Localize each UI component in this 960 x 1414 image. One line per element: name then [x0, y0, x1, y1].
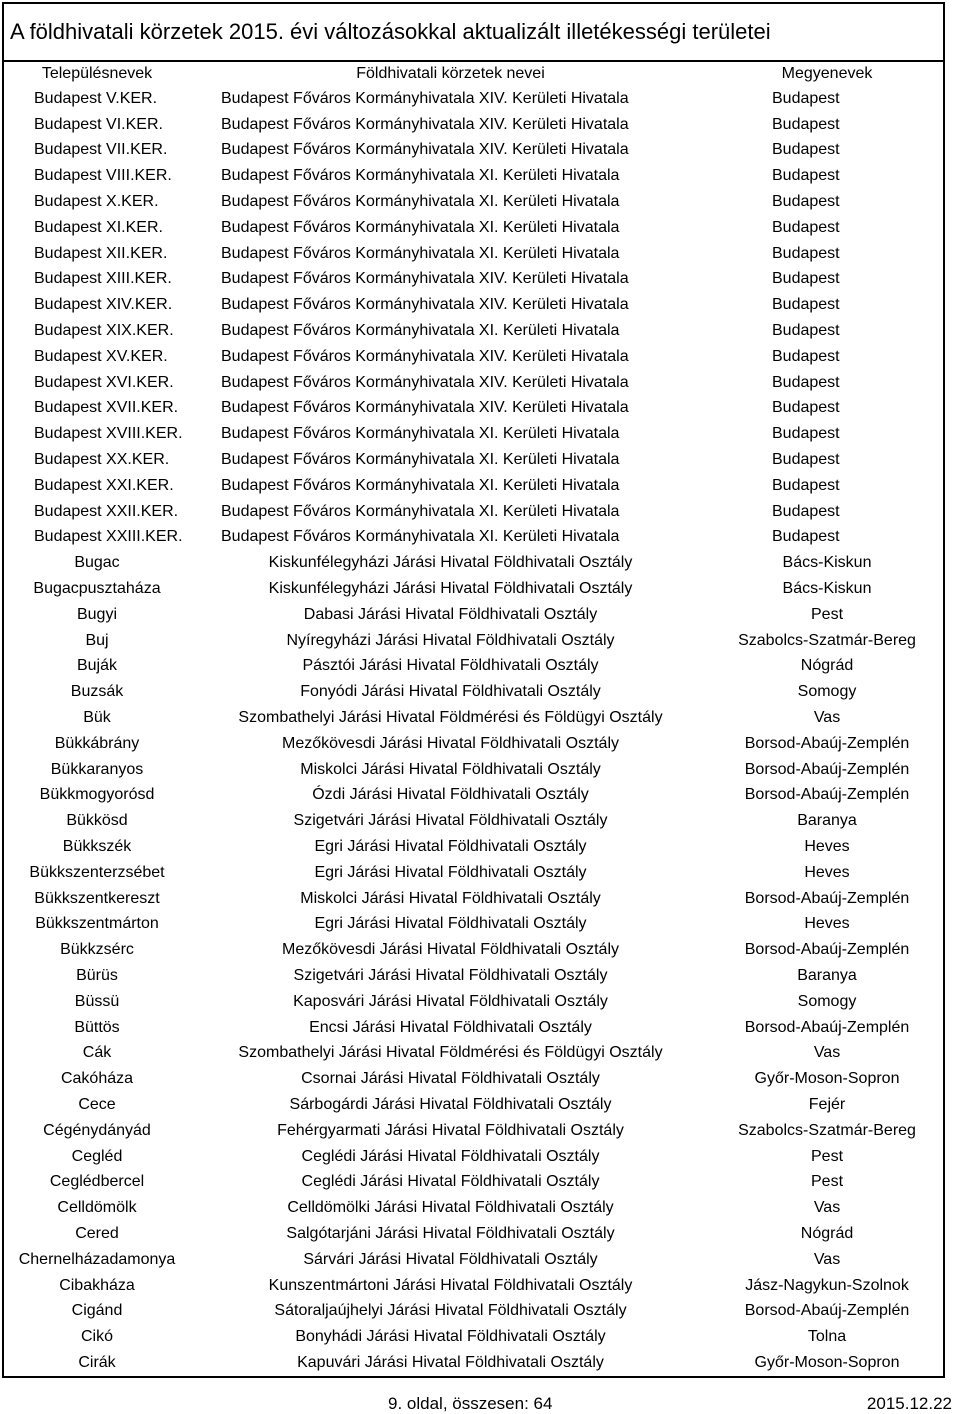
table-row — [3, 1324, 944, 1350]
table-row — [3, 267, 944, 293]
settlement-cell: Cigánd — [3, 1298, 190, 1324]
settlement-cell: Budapest VIII.KER. — [3, 163, 190, 189]
office-cell: Sárvári Járási Hivatal Földhivatali Osztály — [303, 1250, 598, 1268]
county-cell: Vas — [711, 1247, 944, 1273]
settlement-cell: Budapest VI.KER. — [3, 112, 190, 138]
document-title: A földhivatali körzetek 2015. évi változásokkal aktualizált illetékességi területei — [3, 3, 944, 61]
settlement-cell: Budapest XVI.KER. — [3, 370, 190, 396]
table-row — [3, 215, 944, 241]
header-office: Földhivatali körzetek nevei — [190, 61, 711, 86]
table-row — [3, 241, 944, 267]
table-row — [3, 1118, 944, 1144]
table-row — [3, 525, 944, 551]
county-cell: Budapest — [711, 473, 944, 499]
table-row — [3, 447, 944, 473]
settlement-cell: Budapest VII.KER. — [3, 138, 190, 164]
page-number: 9. oldal, összesen: 64 — [388, 1394, 553, 1413]
settlement-cell: Buzsák — [3, 679, 190, 705]
office-cell: Mezőkövesdi Járási Hivatal Földhivatali Osztály — [281, 941, 619, 959]
table-row — [3, 860, 944, 886]
settlement-cell: Bükkaranyos — [3, 757, 190, 783]
settlement-cell: Bükkszenterzsébet — [3, 860, 190, 886]
county-cell: Győr-Moson-Sopron — [711, 1066, 944, 1092]
table-row — [3, 396, 944, 422]
county-cell: Bács-Kiskun — [711, 550, 944, 576]
county-cell: Győr-Moson-Sopron — [711, 1350, 944, 1377]
office-cell: Kiskunfélegyházi Járási Hivatal Földhivatali Osztály — [268, 554, 633, 572]
office-cell: Budapest Főváros Kormányhivatala XI. Kerületi Hivatala — [221, 322, 620, 340]
county-cell: Pest — [711, 602, 944, 628]
office-cell: Nyíregyházi Járási Hivatal Földhivatali Osztály — [286, 631, 615, 649]
office-cell: Egri Járási Hivatal Földhivatali Osztály — [314, 915, 587, 933]
settlement-cell: Celldömölk — [3, 1195, 190, 1221]
settlement-cell: Budapest XVII.KER. — [3, 396, 190, 422]
settlement-cell: Bugac — [3, 550, 190, 576]
table-row — [3, 731, 944, 757]
table-row — [3, 808, 944, 834]
settlement-cell: Bükkszék — [3, 834, 190, 860]
table-row — [3, 783, 944, 809]
county-cell: Borsod-Abaúj-Zemplén — [711, 937, 944, 963]
settlement-cell: Bugyi — [3, 602, 190, 628]
county-cell: Pest — [711, 1144, 944, 1170]
settlement-cell: Cégénydányád — [3, 1118, 190, 1144]
settlement-cell: Büttös — [3, 1015, 190, 1041]
settlement-cell: Bükkábrány — [3, 731, 190, 757]
table-row — [3, 705, 944, 731]
settlement-cell: Bugacpusztaháza — [3, 576, 190, 602]
county-cell: Somogy — [711, 989, 944, 1015]
settlement-cell: Cered — [3, 1221, 190, 1247]
table-row — [3, 1144, 944, 1170]
county-cell: Budapest — [711, 447, 944, 473]
header-county: Megyenevek — [711, 61, 944, 86]
table-row — [3, 654, 944, 680]
office-cell: Budapest Főváros Kormányhivatala XIV. Kerületi Hivatala — [221, 347, 629, 365]
settlement-cell: Buj — [3, 628, 190, 654]
office-cell: Kaposvári Járási Hivatal Földhivatali Osztály — [293, 992, 608, 1010]
office-cell: Ceglédi Járási Hivatal Földhivatali Osztály — [301, 1173, 600, 1191]
settlement-cell: Budapest V.KER. — [3, 86, 190, 112]
county-cell: Baranya — [711, 963, 944, 989]
table-row — [3, 344, 944, 370]
office-cell: Sárbogárdi Járási Hivatal Földhivatali Osztály — [289, 1095, 612, 1113]
settlement-cell: Bükkzsérc — [3, 937, 190, 963]
table-row — [3, 86, 944, 112]
office-cell: Kunszentmártoni Járási Hivatal Földhivatali Osztály — [268, 1276, 633, 1294]
county-cell: Heves — [711, 834, 944, 860]
settlement-cell: Bürüs — [3, 963, 190, 989]
table-row — [3, 1195, 944, 1221]
table-row — [3, 912, 944, 938]
office-cell: Dabasi Járási Hivatal Földhivatali Osztály — [303, 605, 598, 623]
office-cell: Miskolci Járási Hivatal Földhivatali Osztály — [300, 760, 601, 778]
settlement-cell: Budapest XVIII.KER. — [3, 421, 190, 447]
county-cell: Nógrád — [711, 1221, 944, 1247]
settlement-cell: Budapest XIII.KER. — [3, 267, 190, 293]
county-cell: Budapest — [711, 344, 944, 370]
table-row — [3, 421, 944, 447]
settlement-cell: Budapest XXII.KER. — [3, 499, 190, 525]
table-row — [3, 1040, 944, 1066]
settlement-cell: Bükkösd — [3, 808, 190, 834]
county-cell: Jász-Nagykun-Szolnok — [711, 1273, 944, 1299]
settlement-cell: Budapest XIX.KER. — [3, 318, 190, 344]
office-cell: Budapest Főváros Kormányhivatala XIV. Kerületi Hivatala — [221, 115, 629, 133]
settlement-cell: Cirák — [3, 1350, 190, 1377]
county-cell: Szabolcs-Szatmár-Bereg — [711, 1118, 944, 1144]
settlement-cell: Bükkmogyorósd — [3, 783, 190, 809]
county-cell: Budapest — [711, 525, 944, 551]
table-row — [3, 834, 944, 860]
document-date: 2015.12.22 — [866, 1394, 952, 1413]
table-row — [3, 963, 944, 989]
office-cell: Budapest Főváros Kormányhivatala XI. Kerületi Hivatala — [221, 193, 620, 211]
county-cell: Borsod-Abaúj-Zemplén — [711, 757, 944, 783]
office-cell: Fehérgyarmati Járási Hivatal Földhivatali Osztály — [277, 1121, 624, 1139]
county-cell: Vas — [711, 1040, 944, 1066]
settlement-cell: Buják — [3, 654, 190, 680]
county-cell: Somogy — [711, 679, 944, 705]
office-cell: Kapuvári Járási Hivatal Földhivatali Osztály — [190, 1350, 711, 1377]
county-cell: Pest — [711, 1169, 944, 1195]
county-cell: Bács-Kiskun — [711, 576, 944, 602]
table-row — [3, 292, 944, 318]
county-cell: Budapest — [711, 292, 944, 318]
county-cell: Budapest — [711, 163, 944, 189]
county-cell: Fejér — [711, 1092, 944, 1118]
table-row — [3, 576, 944, 602]
table-row — [3, 112, 944, 138]
county-cell: Budapest — [711, 112, 944, 138]
office-cell: Budapest Főváros Kormányhivatala XIV. Kerületi Hivatala — [221, 89, 629, 107]
settlement-cell: Budapest XII.KER. — [3, 241, 190, 267]
office-cell: Bonyhádi Járási Hivatal Földhivatali Osztály — [295, 1328, 606, 1346]
county-cell: Borsod-Abaúj-Zemplén — [711, 783, 944, 809]
county-cell: Tolna — [711, 1324, 944, 1350]
county-cell: Budapest — [711, 267, 944, 293]
header-row — [3, 61, 944, 86]
office-cell: Szombathelyi Járási Hivatal Földmérési és Földügyi Osztály — [238, 1044, 663, 1062]
office-cell: Budapest Főváros Kormányhivatala XI. Kerületi Hivatala — [221, 425, 620, 443]
table-row — [3, 679, 944, 705]
county-cell: Heves — [711, 860, 944, 886]
settlement-cell: Budapest XI.KER. — [3, 215, 190, 241]
office-cell: Salgótarjáni Járási Hivatal Földhivatali Osztály — [286, 1224, 615, 1242]
table-row — [3, 318, 944, 344]
table-row — [3, 628, 944, 654]
table-row — [3, 370, 944, 396]
header-settlement: Településnevek — [3, 61, 190, 86]
office-cell: Budapest Főváros Kormányhivatala XI. Kerületi Hivatala — [221, 167, 620, 185]
office-cell: Budapest Főváros Kormányhivatala XI. Kerületi Hivatala — [221, 218, 620, 236]
office-cell: Budapest Főváros Kormányhivatala XIV. Kerületi Hivatala — [221, 296, 629, 314]
title-row — [3, 3, 944, 61]
office-cell: Miskolci Járási Hivatal Földhivatali Osztály — [300, 889, 601, 907]
table-row — [3, 499, 944, 525]
settlement-cell: Bükkszentmárton — [3, 912, 190, 938]
office-cell: Budapest Főváros Kormányhivatala XIV. Kerületi Hivatala — [221, 373, 629, 391]
settlement-cell: Budapest XXI.KER. — [3, 473, 190, 499]
county-cell: Budapest — [711, 86, 944, 112]
settlement-cell: Budapest XIV.KER. — [3, 292, 190, 318]
county-cell: Budapest — [711, 138, 944, 164]
settlement-cell: Cakóháza — [3, 1066, 190, 1092]
office-cell: Szombathelyi Járási Hivatal Földmérési és Földügyi Osztály — [238, 709, 663, 727]
office-cell: Budapest Főváros Kormányhivatala XIV. Kerületi Hivatala — [221, 270, 629, 288]
office-cell: Ceglédi Járási Hivatal Földhivatali Osztály — [301, 1147, 600, 1165]
county-cell: Budapest — [711, 499, 944, 525]
table-row — [3, 1221, 944, 1247]
office-cell: Budapest Főváros Kormányhivatala XI. Kerületi Hivatala — [221, 502, 620, 520]
county-cell: Budapest — [711, 318, 944, 344]
table-row — [3, 1015, 944, 1041]
settlement-cell: Budapest XV.KER. — [3, 344, 190, 370]
office-cell: Budapest Főváros Kormányhivatala XI. Kerületi Hivatala — [221, 244, 620, 262]
county-cell: Borsod-Abaúj-Zemplén — [711, 886, 944, 912]
office-cell: Mezőkövesdi Járási Hivatal Földhivatali Osztály — [281, 734, 619, 752]
county-cell: Borsod-Abaúj-Zemplén — [711, 1298, 944, 1324]
settlement-cell: Cece — [3, 1092, 190, 1118]
settlement-cell: Cák — [3, 1040, 190, 1066]
office-cell: Budapest Főváros Kormányhivatala XIV. Kerületi Hivatala — [221, 399, 629, 417]
office-cell: Kiskunfélegyházi Járási Hivatal Földhivatali Osztály — [268, 580, 633, 598]
table-row — [3, 602, 944, 628]
office-cell: Ózdi Járási Hivatal Földhivatali Osztály — [312, 786, 589, 804]
county-cell: Baranya — [711, 808, 944, 834]
county-cell: Budapest — [711, 396, 944, 422]
office-cell: Fonyódi Járási Hivatal Földhivatali Osztály — [300, 683, 601, 701]
office-cell: Budapest Főváros Kormányhivatala XIV. Kerületi Hivatala — [221, 141, 629, 159]
table-row — [3, 1298, 944, 1324]
office-cell: Encsi Járási Hivatal Földhivatali Osztály — [309, 1018, 592, 1036]
office-cell: Csornai Járási Hivatal Földhivatali Osztály — [301, 1070, 600, 1088]
table-row — [3, 1169, 944, 1195]
office-cell: Budapest Főváros Kormányhivatala XI. Kerületi Hivatala — [221, 528, 620, 546]
settlement-cell: Bükkszentkereszt — [3, 886, 190, 912]
office-cell: Sátoraljaújhelyi Járási Hivatal Földhivatali Osztály — [274, 1302, 627, 1320]
table-row — [3, 189, 944, 215]
office-cell: Budapest Főváros Kormányhivatala XI. Kerületi Hivatala — [221, 476, 620, 494]
office-cell: Budapest Főváros Kormányhivatala XI. Kerületi Hivatala — [221, 451, 620, 469]
county-cell: Budapest — [711, 189, 944, 215]
table-row — [3, 138, 944, 164]
settlement-cell: Cibakháza — [3, 1273, 190, 1299]
office-cell: Celldömölki Járási Hivatal Földhivatali Osztály — [287, 1199, 614, 1217]
table-row — [3, 886, 944, 912]
county-cell: Budapest — [711, 370, 944, 396]
settlement-cell: Bük — [3, 705, 190, 731]
settlement-cell: Chernelházadamonya — [3, 1247, 190, 1273]
table-row — [3, 1092, 944, 1118]
settlement-cell: Ceglédbercel — [3, 1169, 190, 1195]
table-row — [3, 757, 944, 783]
table-row — [3, 1066, 944, 1092]
table-row — [3, 1350, 944, 1377]
county-cell: Szabolcs-Szatmár-Bereg — [711, 628, 944, 654]
table-row — [3, 1247, 944, 1273]
table-row — [3, 473, 944, 499]
table-row — [3, 1273, 944, 1299]
settlement-cell: Cikó — [3, 1324, 190, 1350]
settlement-cell: Budapest XX.KER. — [3, 447, 190, 473]
county-cell: Budapest — [711, 241, 944, 267]
table-row — [3, 550, 944, 576]
office-cell: Pásztói Járási Hivatal Földhivatali Osztály — [302, 657, 599, 675]
settlement-cell: Cegléd — [3, 1144, 190, 1170]
county-cell: Budapest — [711, 215, 944, 241]
office-cell: Egri Járási Hivatal Földhivatali Osztály — [314, 863, 587, 881]
table-row — [3, 163, 944, 189]
district-table — [2, 2, 945, 1378]
county-cell: Vas — [711, 705, 944, 731]
county-cell: Nógrád — [711, 654, 944, 680]
county-cell: Vas — [711, 1195, 944, 1221]
office-cell: Szigetvári Járási Hivatal Földhivatali Osztály — [293, 812, 608, 830]
county-cell: Borsod-Abaúj-Zemplén — [711, 1015, 944, 1041]
settlement-cell: Budapest XXIII.KER. — [3, 525, 190, 551]
table-row — [3, 937, 944, 963]
table-row — [3, 989, 944, 1015]
office-cell: Egri Járási Hivatal Földhivatali Osztály — [314, 838, 587, 855]
county-cell: Budapest — [711, 421, 944, 447]
office-cell: Szigetvári Járási Hivatal Földhivatali Osztály — [293, 966, 608, 984]
settlement-cell: Büssü — [3, 989, 190, 1015]
county-cell: Borsod-Abaúj-Zemplén — [711, 731, 944, 757]
county-cell: Heves — [711, 912, 944, 938]
settlement-cell: Budapest X.KER. — [3, 189, 190, 215]
